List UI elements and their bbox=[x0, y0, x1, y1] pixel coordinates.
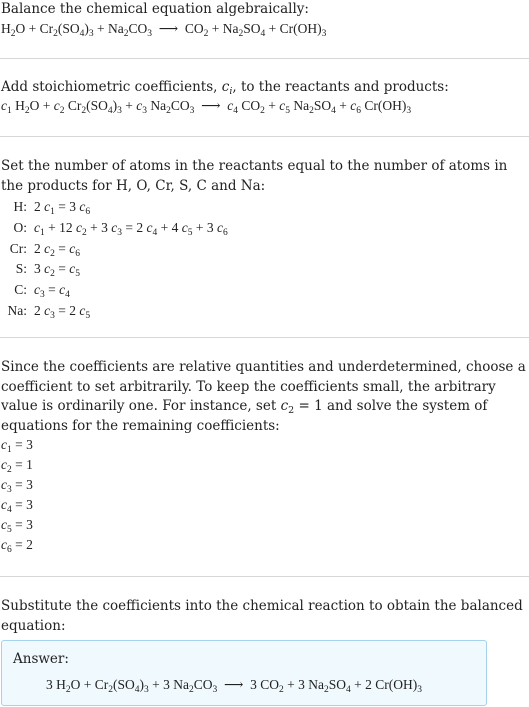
section5-intro: Substitute the coefficients into the chemical reaction to obtain the balanced equation: bbox=[1, 598, 523, 634]
section2-intro: Add stoichiometric coefficients, $c_i$, to the reactants and products: bbox=[1, 79, 449, 97]
solution-value: 3 bbox=[26, 497, 33, 512]
solution-value: 1 bbox=[26, 457, 33, 472]
element-label: Cr: bbox=[9, 240, 27, 256]
solution-c4: $c_4 = 3$ bbox=[1, 497, 33, 515]
balance-equation: $c_1 + 12$ $c_2 + 3$ $c_3 = 2$ $c_4 + 4$ $c_5 + 3$ $c_6$ bbox=[34, 219, 228, 238]
balance-row-c bbox=[0, 280, 228, 301]
section1-intro: Balance the chemical equation algebraically: bbox=[1, 1, 309, 17]
unbalanced-equation: $H_2O + Cr_2(SO_4)_3 + Na_2CO_3$ ⟶ $CO_2 + Na_2SO_4 + Cr(OH)_3$ bbox=[1, 21, 327, 39]
divider bbox=[0, 136, 529, 137]
element-label: C: bbox=[14, 282, 27, 298]
element-label: Na: bbox=[7, 302, 27, 318]
balance-equation: $c_3 = c_4$ bbox=[34, 282, 70, 301]
solution-value: 3 bbox=[26, 477, 33, 492]
element-label: H: bbox=[13, 199, 27, 214]
balanced-equation: 3 $H_2O + Cr_2(SO_4)_3 + 3$ $Na_2CO_3$ ⟶ 3 $CO_2 + 3$ $Na_2SO_4 + 2$ $Cr(OH)_3$ bbox=[46, 677, 422, 695]
solution-value: 3 bbox=[26, 517, 33, 532]
atom-balance-table bbox=[0, 197, 228, 322]
divider bbox=[0, 576, 529, 577]
balance-equation: 2 $c_1 = 3$ $c_6$ bbox=[34, 199, 91, 217]
balance-row-na bbox=[0, 301, 228, 322]
section4-intro: Since the coefficients are relative quantities and underdetermined, choose a coefficient to set arbitrarily. To keep the coefficients small, the arbitrary value is ordinarily one. For instance, set $c_2 = 1$ and solve the system of equations for the remaining coefficients: bbox=[1, 359, 526, 434]
balance-equation: 2 $c_2 = c_6$ bbox=[34, 240, 80, 259]
solution-c1: $c_1 = 3$ bbox=[1, 437, 33, 455]
answer-box bbox=[1, 640, 487, 706]
balance-row-h bbox=[0, 197, 228, 218]
element-label: S: bbox=[15, 261, 27, 277]
answer-label: Answer: bbox=[13, 651, 69, 667]
balance-equation: 2 $c_3 = 2$ $c_5$ bbox=[34, 302, 91, 321]
balance-row-o bbox=[0, 218, 228, 239]
divider bbox=[0, 337, 529, 338]
section3-intro: Set the number of atoms in the reactants equal to the number of atoms in the products for H, O, Cr, S, C and Na: bbox=[1, 158, 508, 194]
balance-equation: 3 $c_2 = c_5$ bbox=[34, 261, 80, 280]
solution-value: 3 bbox=[26, 437, 33, 452]
solution-c5: $c_5 = 3$ bbox=[1, 517, 33, 535]
divider bbox=[0, 58, 529, 59]
coefficient-equation: $c_1$ $H_2O + c_2$ $Cr_2(SO_4)_3 + c_3$ $Na_2CO_3$ ⟶ $c_4$ $CO_2 + c_5$ $Na_2SO_4 + c_6$ $Cr(OH)_3$ bbox=[1, 98, 412, 116]
solution-c2: $c_2 = 1$ bbox=[1, 457, 33, 475]
solution-value: 2 bbox=[26, 537, 33, 552]
solution-c3: $c_3 = 3$ bbox=[1, 477, 33, 495]
solution-c6: $c_6 = 2$ bbox=[1, 537, 33, 555]
element-label: O: bbox=[13, 219, 27, 235]
balance-row-s bbox=[0, 259, 228, 280]
balance-row-cr bbox=[0, 239, 228, 260]
